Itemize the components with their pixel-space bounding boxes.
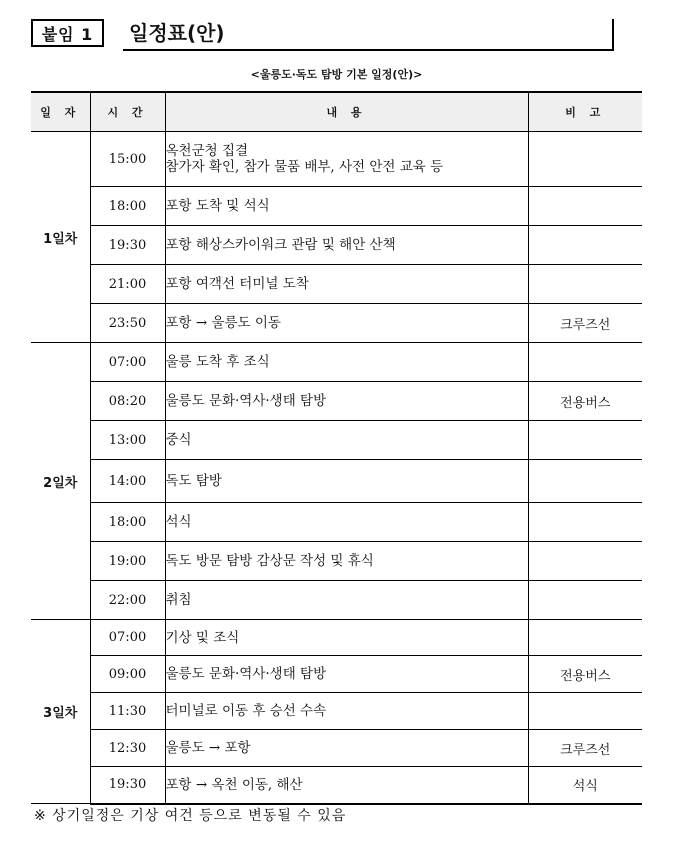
column-header-content: 내 용 [165,92,528,132]
content-line: 터미널로 이동 후 승선 수속 [165,703,327,719]
content-cell [165,421,528,460]
content-cell [165,693,528,730]
header [31,19,614,51]
note-cell [528,343,642,382]
time-cell: 22:00 [90,581,165,620]
table-row [31,620,642,656]
note-cell [528,132,642,187]
content-line: 포항 → 울릉도 이동 [165,315,281,331]
column-header-note: 비 고 [528,92,642,132]
content-line: 울릉 도착 후 조식 [165,354,270,370]
content-cell [165,304,528,343]
title-rule-end [612,19,614,51]
content-line: 포항 여객선 터미널 도착 [165,276,309,292]
time-cell: 11:30 [90,693,165,730]
note-cell [528,460,642,503]
content-line: 포항 해상스카이워크 관람 및 해안 산책 [165,237,396,253]
time-cell: 12:30 [90,730,165,767]
content-cell [165,343,528,382]
schedule-body [31,132,642,804]
note-cell: 크루즈선 [528,730,642,767]
table-row [31,503,642,542]
note-cell [528,187,642,226]
time-cell: 08:20 [90,382,165,421]
content-cell [165,132,528,187]
time-cell: 14:00 [90,460,165,503]
table-row [31,265,642,304]
content-line: 울릉도 문화·역사·생태 탐방 [165,393,327,409]
content-line: 석식 [165,514,192,530]
time-cell: 07:00 [90,620,165,656]
table-row [31,132,642,187]
time-cell: 19:30 [90,767,165,804]
content-cell [165,187,528,226]
content-line: 옥천군청 집결 [165,143,249,159]
content-cell [165,503,528,542]
table-row [31,304,642,343]
note-cell [528,226,642,265]
time-cell: 13:00 [90,421,165,460]
time-cell: 19:30 [90,226,165,265]
day-label: 3일차 [31,620,90,804]
table-row [31,693,642,730]
content-cell [165,620,528,656]
footnote: ※ 상기일정은 기상 여건 등으로 변동될 수 있음 [34,808,347,824]
note-cell: 석식 [528,767,642,804]
day-label: 1일차 [31,132,90,343]
table-row [31,187,642,226]
title-underline [123,49,614,51]
note-cell [528,620,642,656]
note-cell [528,542,642,581]
content-cell [165,226,528,265]
note-cell [528,693,642,730]
content-cell [165,656,528,693]
day-label: 2일차 [31,343,90,620]
attachment-badge: 붙임 1 [31,19,104,47]
table-row [31,421,642,460]
content-cell [165,581,528,620]
content-line: 독도 탐방 [165,473,222,489]
table-row [31,767,642,804]
column-header-time: 시 간 [90,92,165,132]
table-row [31,343,642,382]
time-cell: 23:50 [90,304,165,343]
note-cell [528,581,642,620]
time-cell: 15:00 [90,132,165,187]
time-cell: 18:00 [90,187,165,226]
schedule-table [31,91,642,805]
content-line: 울릉도 문화·역사·생태 탐방 [165,666,327,682]
note-cell: 전용버스 [528,382,642,421]
content-line: 포항 → 옥천 이동, 해산 [165,776,303,793]
table-row [31,382,642,421]
content-line-detail: 참가자 확인, 참가 물품 배부, 사전 안전 교육 등 [165,159,444,175]
content-line: 중식 [165,432,192,448]
table-row [31,226,642,265]
table-row [31,730,642,767]
note-cell [528,265,642,304]
table-caption: <울릉도·독도 탐방 기본 일정(안)> [250,68,423,81]
note-cell: 전용버스 [528,656,642,693]
content-cell [165,767,528,804]
content-cell [165,265,528,304]
time-cell: 19:00 [90,542,165,581]
content-line: 울릉도 → 포항 [165,740,251,756]
note-cell: 크루즈선 [528,304,642,343]
content-line: 독도 방문 탐방 감상문 작성 및 휴식 [165,553,374,569]
content-line: 기상 및 조식 [165,629,240,646]
table-row [31,656,642,693]
time-cell: 07:00 [90,343,165,382]
content-line: 포항 도착 및 석식 [165,198,270,214]
table-row [31,460,642,503]
content-line: 취침 [165,592,192,608]
note-cell [528,421,642,460]
time-cell: 09:00 [90,656,165,693]
note-cell [528,503,642,542]
time-cell: 18:00 [90,503,165,542]
table-row [31,542,642,581]
table-row [31,581,642,620]
time-cell: 21:00 [90,265,165,304]
table-header-row [31,92,642,132]
content-cell [165,542,528,581]
column-header-day: 일 자 [31,92,90,132]
page-title: 일정표(안) [129,21,225,45]
content-cell [165,730,528,767]
content-cell [165,460,528,503]
content-cell [165,382,528,421]
